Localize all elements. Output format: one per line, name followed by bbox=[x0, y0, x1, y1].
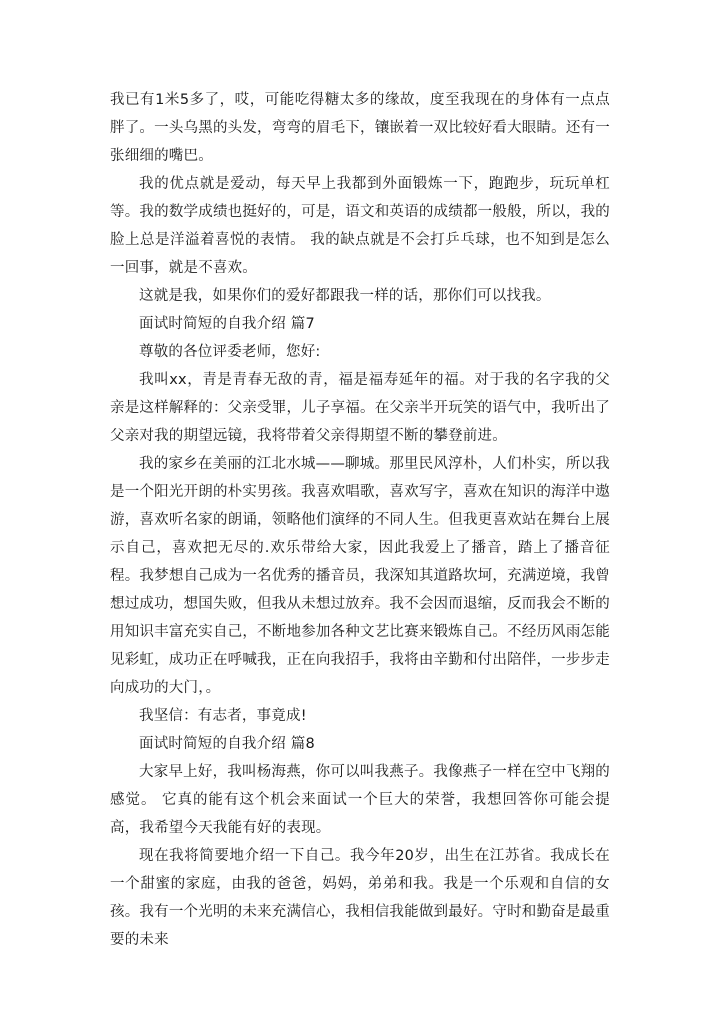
paragraph-greeting: 尊敬的各位评委老师，您好: bbox=[139, 344, 321, 360]
paragraph-self: 现在我将简要地介绍一下自己。我今年20岁，出生在江苏省。我成长在一个甜蜜的家庭，由我的爸爸，妈妈，弟弟和我。我是一个乐观和自信的女孩。我有一个光明的未来充满信心，我相信我能做到最好。守时和勤奋是最重要的未来 bbox=[110, 848, 610, 948]
paragraph-belief: 我坚信：有志者，事竟成! bbox=[139, 708, 307, 724]
section-heading-8: 面试时简短的自我介绍 篇8 bbox=[139, 736, 315, 752]
section-heading-7: 面试时简短的自我介绍 篇7 bbox=[139, 316, 315, 332]
paragraph-intro: 大家早上好，我叫杨海燕，你可以叫我燕子。我像燕子一样在空中飞翔的感觉。 它真的能有这个机会来面试一个巨大的荣誉，我想回答你可能会提高，我希望今天我能有好的表现。 bbox=[110, 764, 610, 836]
paragraph-continued: 我已有1米5多了，哎，可能吃得糖太多的缘故，度至我现在的身体有一点点胖了。一头乌黑的头发，弯弯的眉毛下，镶嵌着一双比较好看大眼睛。还有一张细细的嘴巴。 bbox=[110, 92, 610, 164]
paragraph-hometown: 我的家乡在美丽的江北水城——聊城。那里民风淳朴，人们朴实，所以我是一个阳光开朗的朴实男孩。我喜欢唱歌，喜欢写字，喜欢在知识的海洋中遨游，喜欢听名家的朗诵，领略他们演绎的不同人生。但我更喜欢站在舞台上展示自己，喜欢把无尽的.欢乐带给大家，因此我爱上了播音，踏上了播音征程。我梦想自己成为一名优秀的播音员，我深知其道路坎坷，充满逆境，我曾想过成功，想国失败，但我从未想过放弃。我不会因而退缩，反而我会不断的用知识丰富充实自己，不断地参加各种文艺比赛来锻炼自己。不经历风雨怎能见彩虹，成功正在呼喊我，正在向我招手，我将由辛勤和付出陪伴，一步步走向成功的大门，。 bbox=[110, 456, 610, 696]
paragraph-strengths-weaknesses: 我的优点就是爱动，每天早上我都到外面锻炼一下，跑跑步，玩玩单杠等。我的数学成绩也挺好的，可是，语文和英语的成绩都一般般，所以，我的脸上总是洋溢着喜悦的表情。 我的缺点就是不会打乒乓球，也不知到是怎么一回事，就是不喜欢。 bbox=[110, 176, 610, 276]
paragraph-closing: 这就是我，如果你们的爱好都跟我一样的话，那你们可以找我。 bbox=[139, 288, 551, 304]
paragraph-name: 我叫xx，青是青春无敌的青，福是福寿延年的福。对于我的名字我的父亲是这样解释的：父亲受罪，儿子享福。在父亲半开玩笑的语气中，我听出了父亲对我的期望远镜，我将带着父亲得期望不断的攀登前进。 bbox=[110, 372, 610, 444]
document-page bbox=[110, 86, 610, 954]
